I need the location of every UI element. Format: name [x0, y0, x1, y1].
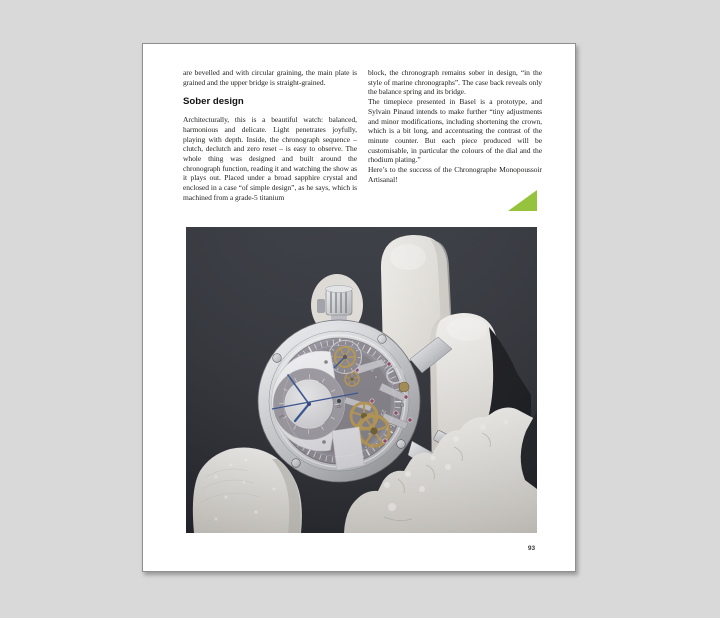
- body-paragraph-right-3: Here’s to the success of the Chronographe Monopoussoir Artisanal!: [368, 165, 542, 184]
- page-number: 93: [527, 545, 536, 552]
- end-of-article-marker: [508, 190, 537, 211]
- body-paragraph-left: Architecturally, this is a beautiful watch: balanced, harmonious and delicate. Light penetrates joyfully, playing with depth. Inside, the chronograph sequence – clutch, declutch and zero reset – is easy to observe. The whole thing was designed and built around the chronograph function, reading it and watching the show as it plays out. Placed under a broad sapphire crystal and enclosed in a case “of simple design”, as he says, which is machined from a grade-5 titanium: [183, 115, 357, 202]
- section-heading: Sober design: [183, 96, 244, 108]
- photo-vignette: [186, 227, 537, 533]
- article-text-block: [183, 68, 542, 202]
- left-column: [183, 68, 357, 202]
- body-paragraph-continued: are bevelled and with circular graining, the main plate is grained and the upper bridge is straight-grained.: [183, 68, 357, 87]
- watch-photo: [186, 227, 537, 533]
- right-column: [368, 68, 542, 202]
- body-paragraph-right-1: block, the chronograph remains sober in design, “in the style of marine chronographs”. The case back reveals only the balance spring and its bridge.: [368, 68, 542, 97]
- body-paragraph-right-2: The timepiece presented in Basel is a prototype, and Sylvain Pinaud intends to make further “tiny adjustments and minor modifications, including shortening the crown, which is a bit long, and accentuating the contrast of the minute counter. But each piece produced will be customisable, in particular the colours of the dial and the rhodium plating.”: [368, 97, 542, 165]
- magazine-page: [142, 43, 576, 572]
